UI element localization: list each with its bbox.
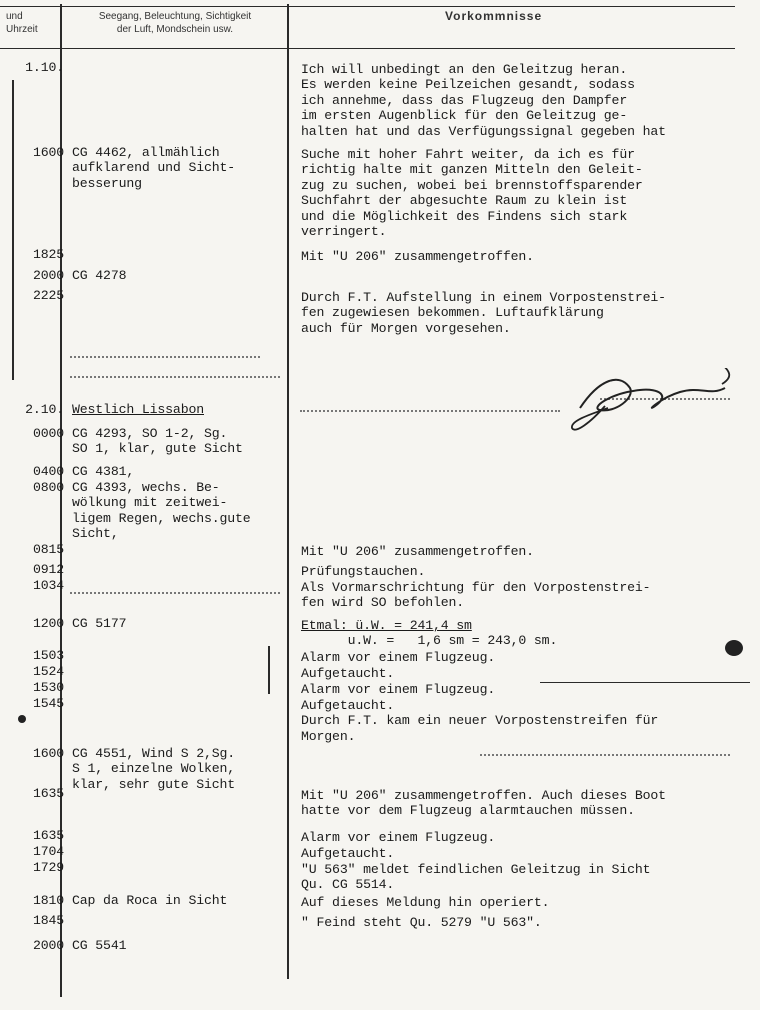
header-col1-line1: und	[6, 11, 23, 22]
header-col2-line2: der Luft, Mondschein usw.	[116, 24, 234, 35]
entry-location: CG 5177	[72, 616, 127, 631]
entry-event: " Feind steht Qu. 5279 "U 563".	[301, 915, 542, 930]
entry-location: wölkung mit zeitwei-	[72, 495, 228, 511]
entry-location: CG 5541	[72, 938, 127, 953]
header-col2	[66, 10, 284, 36]
entry-time: 2000	[32, 938, 64, 953]
entry-time: 1600	[32, 746, 64, 761]
entry-location: CG 4381,	[72, 464, 135, 479]
header-col1	[6, 10, 38, 36]
signature-icon	[560, 368, 740, 438]
entry-event: Etmal: ü.W. = 241,4 sm	[301, 618, 472, 633]
entry-event: fen wird SO befohlen.	[301, 595, 465, 611]
entry-event: halten hat und das Verfügungssignal gegeben hat	[301, 123, 666, 139]
entry-location: Sicht,	[72, 526, 119, 542]
entry-time: 1704	[32, 844, 64, 859]
entry-time: 1729	[32, 860, 64, 875]
dotted-filler	[70, 356, 260, 358]
header-rule-top	[0, 6, 735, 7]
entry-time: 0800	[32, 480, 64, 495]
entry-event: "U 563" meldet feindlichen Geleitzug in Sicht	[301, 862, 651, 877]
header-col3: Vorkommnisse	[445, 9, 543, 23]
entry-event: Durch F.T. kam ein neuer Vorpostenstreifen für	[301, 713, 659, 729]
entry-location: klar, sehr gute Sicht	[72, 776, 236, 792]
entry-event: Mit "U 206" zusammengetroffen.	[301, 249, 534, 264]
entry-event: Qu. CG 5514.	[301, 877, 395, 893]
entry-time: 1635	[32, 828, 64, 843]
dotted-filler	[70, 592, 280, 594]
entry-event: Alarm vor einem Flugzeug.	[301, 682, 496, 697]
entry-time: 1600	[32, 145, 64, 160]
entry-time: 1845	[32, 913, 64, 928]
entry-event: Auf dieses Meldung hin operiert.	[301, 895, 550, 910]
entry-time: 0815	[32, 542, 64, 557]
dotted-filler	[300, 410, 560, 412]
dotted-filler	[480, 754, 730, 756]
header-col1-line2: Uhrzeit	[6, 24, 38, 35]
entry-event: Mit "U 206" zusammengetroffen.	[301, 544, 534, 559]
entry-event: Morgen.	[301, 728, 356, 744]
entry-event: Durch F.T. Aufstellung in einem Vorpostenstrei-	[301, 290, 666, 305]
header-col2-line1: Seegang, Beleuchtung, Sichtigkeit	[98, 11, 252, 22]
entry-location: CG 4293, SO 1-2, Sg.	[72, 426, 228, 441]
entry-time: 1.10.	[25, 60, 64, 75]
entry-event: Ich will unbedingt an den Geleitzug heran.	[301, 62, 628, 77]
entry-location: aufklarend und Sicht-	[72, 160, 236, 176]
entry-time: 2225	[32, 288, 64, 303]
entry-time: 1635	[32, 786, 64, 801]
entry-location: SO 1, klar, gute Sicht	[72, 441, 243, 457]
side-mark	[268, 646, 270, 694]
entry-location: Westlich Lissabon	[72, 402, 204, 417]
entry-time: 0400	[32, 464, 64, 479]
entry-event: Aufgetaucht.	[301, 698, 395, 713]
entry-time: 1524	[32, 664, 64, 679]
entry-event: Alarm vor einem Flugzeug.	[301, 830, 496, 845]
entry-time: 0000	[32, 426, 64, 441]
entry-event: Als Vormarschrichtung für den Vorpostenstrei-	[301, 580, 651, 595]
entry-event: Aufgetaucht.	[301, 846, 395, 861]
entry-location: besserung	[72, 175, 142, 191]
entry-event: hatte vor dem Flugzeug alarmtauchen müssen.	[301, 803, 635, 819]
entry-time: 1503	[32, 648, 64, 663]
column-rule-2	[287, 4, 289, 979]
entry-event: verringert.	[301, 224, 387, 239]
dotted-filler	[70, 376, 280, 378]
margin-rule	[12, 80, 14, 380]
entry-event: Suchfahrt der abgesuchte Raum zu klein ist	[301, 193, 628, 209]
entry-event: fen zugewiesen bekommen. Luftaufklärung	[301, 305, 604, 321]
entry-event: Prüfungstauchen.	[301, 564, 426, 579]
entry-time: 0912	[32, 562, 64, 577]
entry-event: auch für Morgen vorgesehen.	[301, 320, 511, 336]
header-rule-bottom	[0, 48, 735, 49]
strike-line	[540, 682, 750, 683]
entry-time: 1825	[32, 247, 64, 262]
entry-location: CG 4393, wechs. Be-	[72, 480, 220, 495]
entry-location: CG 4278	[72, 268, 127, 283]
entry-event: und die Möglichkeit des Findens sich stark	[301, 208, 628, 224]
entry-event: im ersten Augenblick für den Geleitzug ge-	[301, 108, 628, 124]
entry-event: Es werden keine Peilzeichen gesandt, sodass	[301, 77, 635, 93]
entry-event: richtig halte mit ganzen Mitteln den Geleit-	[301, 162, 643, 178]
entry-event: ich annehme, dass das Flugzeug den Dampfer	[301, 92, 628, 108]
entry-location: Cap da Roca in Sicht	[72, 893, 228, 908]
entry-time: 1545	[32, 696, 64, 711]
entry-event: Aufgetaucht.	[301, 666, 395, 681]
entry-time: 2000	[32, 268, 64, 283]
entry-location: ligem Regen, wechs.gute	[72, 510, 251, 526]
entry-location: CG 4551, Wind S 2,Sg.	[72, 746, 236, 761]
entry-event: u.W. = 1,6 sm = 243,0 sm.	[301, 633, 558, 649]
entry-time: 1034	[32, 578, 64, 593]
entry-time: 1810	[32, 893, 64, 908]
entry-event: Suche mit hoher Fahrt weiter, da ich es für	[301, 147, 635, 162]
entry-event: Alarm vor einem Flugzeug.	[301, 650, 496, 665]
entry-location: S 1, einzelne Wolken,	[72, 761, 236, 777]
ink-spot	[725, 640, 743, 656]
entry-time: 1200	[32, 616, 64, 631]
entry-event: Mit "U 206" zusammengetroffen. Auch dieses Boot	[301, 788, 666, 803]
entry-time: 1530	[32, 680, 64, 695]
entry-location: CG 4462, allmählich	[72, 145, 220, 160]
ink-spot	[18, 715, 26, 723]
entry-time: 2.10.	[25, 402, 64, 417]
entry-event: zug zu suchen, wobei bei brennstoffsparender	[301, 177, 643, 193]
